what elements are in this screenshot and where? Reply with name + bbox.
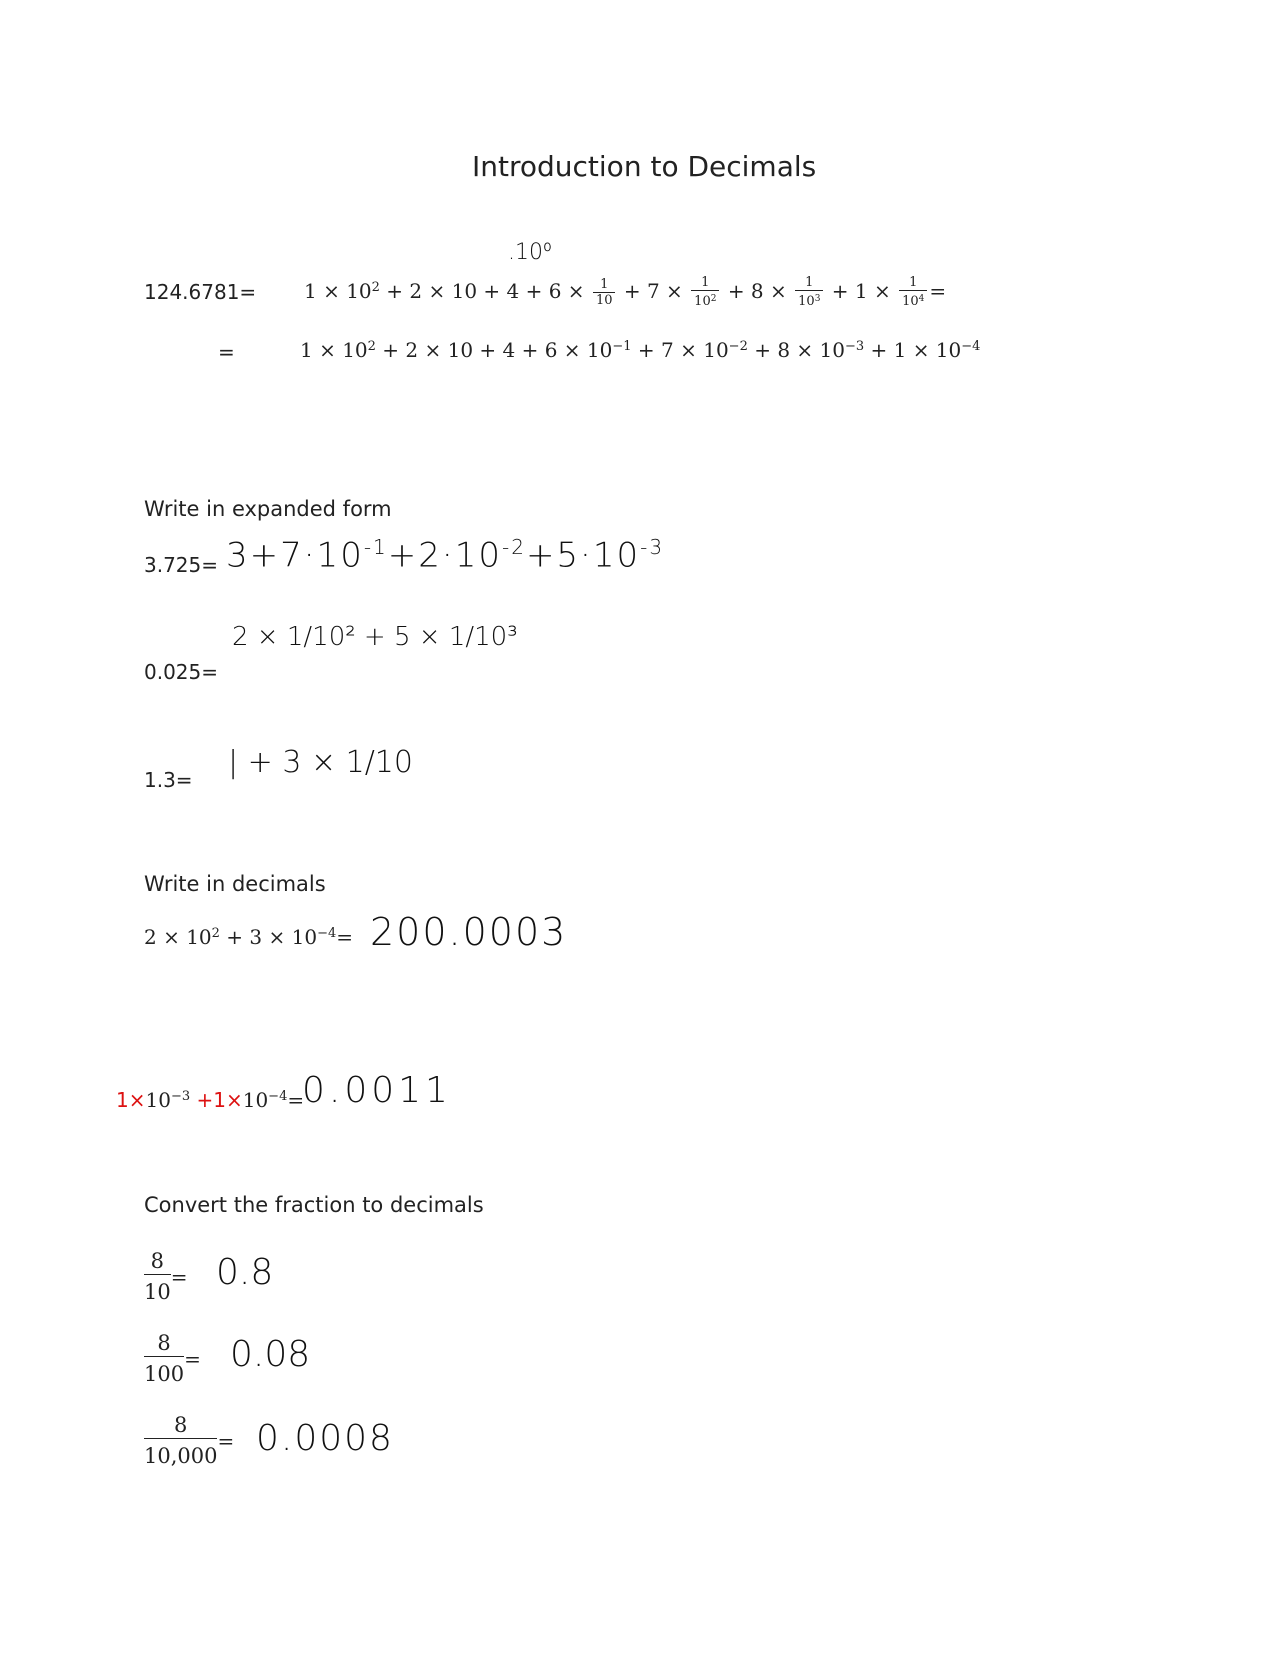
handwritten-answer: | + 3 × 1/10: [228, 745, 413, 780]
fraction: $\frac{8}{10,000}$: [144, 1413, 218, 1468]
red-correction: 1×: [116, 1088, 146, 1112]
section-heading-decimals: Write in decimals: [144, 872, 326, 896]
fraction: $\frac{1}{10^3}$: [795, 276, 823, 309]
fraction-question: $\frac{8}{10,000}$ =: [144, 1413, 235, 1468]
fraction: $\frac{8}{100}$: [144, 1331, 185, 1386]
expanded-item-label: 3.725=: [144, 553, 219, 577]
expanded-exponent-form: $1 \times 10^2 + 2 \times 10 + 4 + 6 \times 10^{-1} + 7 \times 10^{-2} + 8 \times 10^{-3} + 1 \times 10^{-4}$: [300, 338, 981, 362]
handwritten-answer: 2 × 1/10² + 5 × 1/10³: [232, 622, 518, 652]
exponent: 2: [371, 280, 380, 295]
section-heading-expanded: Write in expanded form: [144, 497, 392, 521]
fraction: $\frac{1}{10^2}$: [691, 276, 719, 309]
decimal-question: $1\times 10^{-3} +1\times 10^{-4}=$: [116, 1088, 305, 1112]
example-number-label: 124.6781=: [144, 280, 257, 304]
fraction-question: $\frac{8}{100}$ =: [144, 1331, 201, 1386]
handwritten-answer: $3+7\cdot 10^{-1}+2\cdot 10^{-2}+5\cdot 10^{-3}$: [226, 535, 665, 576]
equals-sign: =: [929, 279, 947, 303]
term-text: + 7 ×: [623, 279, 683, 303]
red-correction: +1×: [196, 1088, 243, 1112]
fraction-question: $\frac{8}{10}$ =: [144, 1249, 188, 1304]
expanded-fraction-form: [304, 276, 946, 309]
handwritten-answer: 200.0003: [370, 910, 568, 954]
section-heading-fractions: Convert the fraction to decimals: [144, 1193, 484, 1217]
term-text: + 2 × 10 + 4 + 6 ×: [379, 279, 585, 303]
fraction: $\frac{1}{10^4}$: [899, 276, 927, 309]
fraction: $\frac{1}{10}$: [593, 278, 616, 308]
equals-label: =: [218, 340, 235, 364]
handwritten-answer: 0.8: [216, 1252, 274, 1293]
term-text: + 1 ×: [831, 279, 891, 303]
fraction: $\frac{8}{10}$: [144, 1249, 171, 1304]
term-text: + 8 ×: [727, 279, 787, 303]
term-text: 1 × 10: [304, 279, 372, 303]
expanded-item-label: 1.3=: [144, 768, 193, 792]
handwritten-answer: 0.0008: [256, 1418, 394, 1459]
page-title: Introduction to Decimals: [472, 150, 817, 183]
handwritten-answer: 0.08: [230, 1334, 311, 1375]
decimal-question: $2 \times 10^2 + 3 \times 10^{-4}=$: [144, 925, 353, 949]
handwritten-note: .10⁰: [508, 240, 552, 265]
expanded-item-label: 0.025=: [144, 660, 219, 684]
handwritten-answer: 0.0011: [302, 1070, 452, 1111]
